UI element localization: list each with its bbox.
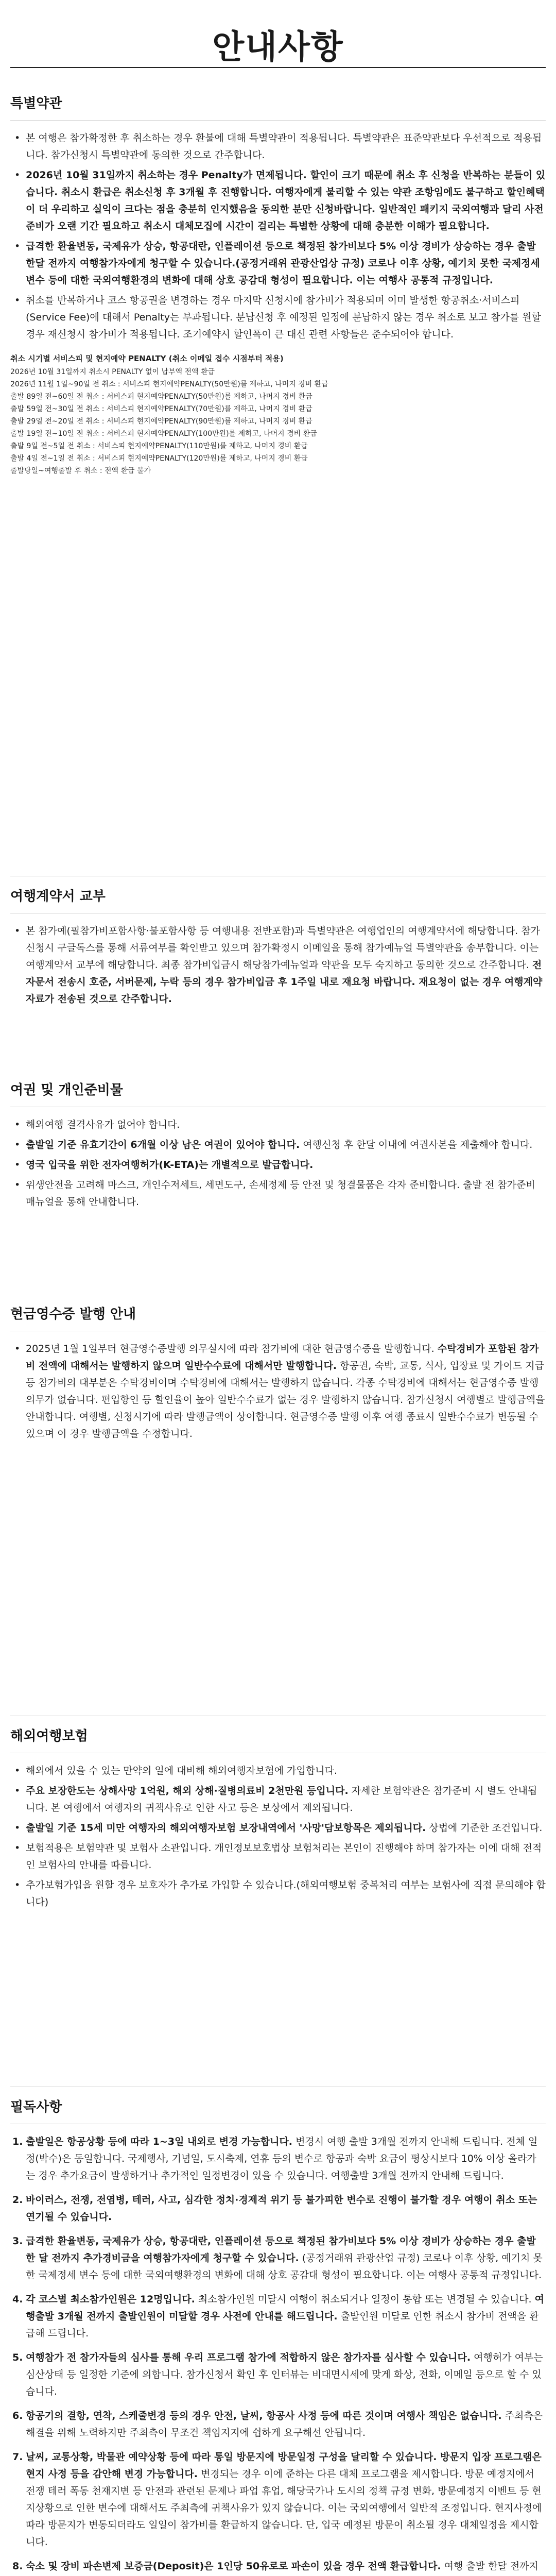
penalty-row: 출발 29일 전~20일 전 취소 : 서비스피 현지예약PENALTY(90만원)를 제하고, 나머지 경비 환급 xyxy=(10,417,312,426)
insurance-list xyxy=(10,1762,546,1911)
must-read-list xyxy=(10,2133,546,2576)
special-terms-list xyxy=(10,130,546,343)
body-text: 위생안전을 고려해 마스크, 개인수저세트, 세면도구, 손세정제 등 안전 및 청결물품은 각자 준비합니다. 출발 전 참가준비 매뉴얼을 통해 안내합니다. xyxy=(26,1179,535,1208)
body-text: 출발인원 미달로 인한 취소시 참가비 전액을 환급해 드립니다. xyxy=(26,2311,539,2339)
emphasis-text: 출발일 기준 15세 미만 여행자의 해외여행자보험 보장내역에서 '사망'담보항목은 제외됩니다. xyxy=(26,1822,426,1834)
body-text: 최소참가인원 미달시 여행이 취소되거나 일정이 통합 또는 변경될 수 있습니다. xyxy=(195,2294,535,2305)
list-item xyxy=(10,2558,546,2576)
emphasis-text: 출발일은 항공상황 등에 따라 1~3일 내외로 변경 가능합니다. xyxy=(26,2136,293,2147)
list-item xyxy=(10,1877,546,1911)
item-number: 3. xyxy=(12,2235,23,2247)
body-text: 해외여행 결격사유가 없어야 합니다. xyxy=(26,1119,180,1130)
page-title: 안내사항 xyxy=(212,28,344,66)
emphasis-text: 여행출발 3개월 전까지 출발인원이 미달할 경우 사전에 안내를 해드립니다. xyxy=(26,2294,544,2322)
section-heading-must-read: 필독사항 xyxy=(10,2099,62,2115)
penalty-row: 출발 9일 전~5일 전 취소 : 서비스피 현지예약PENALTY(110만원)를 제하고, 나머지 경비 환급 xyxy=(10,442,308,450)
body-text: 변경시 여행 출발 3개월 전까지 안내해 드립니다. 전체 일정(박수)은 동일합니다. 국제행사, 기념일, 도시축제, 연휴 등의 변수로 항공과 숙박 요금이 평상시보다 10% 이상 올라가는 경우 추가요금이 발생하거나 추가적인 일정변경이 있을 수 있습니다. 여행출발 3개월 전까지 안내해 드립니다. xyxy=(26,2136,538,2181)
emphasis-text: 각 코스별 최소참가인원은 12명입니다. xyxy=(26,2294,195,2305)
list-item xyxy=(10,1840,546,1874)
list-item xyxy=(10,1783,546,1817)
section-contract xyxy=(10,876,546,1011)
item-number: 4. xyxy=(12,2294,23,2305)
penalty-row: 2026년 11월 1일~90일 전 취소 : 서비스피 현지예약PENALTY(50만원)를 제하고, 나머지 경비 환급 xyxy=(10,380,328,388)
section-heading-passport: 여권 및 개인준비물 xyxy=(10,1082,124,1098)
passport-list xyxy=(10,1116,546,1211)
penalty-row: 출발 19일 전~10일 전 취소 : 서비스피 현지예약PENALTY(100만원)를 제하고, 나머지 경비 환급 xyxy=(10,430,317,438)
body-text: 해외에서 있을 수 있는 만약의 일에 대비해 해외여행자보험에 가입합니다. xyxy=(26,1765,337,1776)
section-passport xyxy=(10,1079,546,1214)
item-number: 1. xyxy=(12,2136,23,2147)
penalty-row: 출발당일~여행출발 후 취소 : 전액 환급 불가 xyxy=(10,467,151,475)
body-text: 자세한 보험약관은 참가준비 시 별도 안내됩니다. 본 여행에서 여행자의 귀책사유로 인한 사고 등은 보상에서 제외됩니다. xyxy=(26,1785,537,1814)
emphasis-text: 여행참가 전 참가자들의 심사를 통해 우리 프로그램 참가에 적합하지 않은 참가자를 심사할 수 있습니다. xyxy=(26,2352,471,2363)
section-heading-insurance: 해외여행보험 xyxy=(10,1728,88,1744)
cash-receipt-list xyxy=(10,1341,546,1443)
list-item xyxy=(10,2133,546,2184)
body-text: 여행신청 후 한달 이내에 여권사본을 제출해야 합니다. xyxy=(300,1139,533,1150)
list-item xyxy=(10,2233,546,2284)
body-text: 2025년 1월 1일부터 현금영수증발행 의무실시에 따라 참가비에 대한 현금영수증을 발행합니다. xyxy=(26,1343,438,1354)
section-heading-contract: 여행계약서 교부 xyxy=(10,889,106,904)
list-item xyxy=(10,130,546,164)
list-item xyxy=(10,1137,546,1154)
list-item xyxy=(10,2349,546,2400)
item-number: 8. xyxy=(12,2561,23,2572)
body-text: 여행 출발 한달 전까지 xyxy=(444,2561,538,2572)
list-item xyxy=(10,1762,546,1780)
section-heading-special-terms: 특별약관 xyxy=(10,96,62,111)
emphasis-text: 급격한 환율변동, 국제유가 상승, 항공대란, 인플레이션 등으로 책정된 참가비보다 5% 이상 경비가 상승하는 경우 출발 한 달 전까지 추가경비금을 여행참가자에게 청구할 수 있습니다. xyxy=(26,2235,536,2264)
item-number: 2. xyxy=(12,2194,23,2206)
emphasis-text: 수탁경비가 포함된 참가비 전액에 대해서는 발행하지 않으며 일반수수료에 대해서만 발행합니다. xyxy=(26,1343,539,1371)
penalty-schedule xyxy=(10,351,546,477)
emphasis-text: 영국 입국을 위한 전자여행허가(K-ETA)는 개별적으로 발급합니다. xyxy=(26,1159,314,1171)
list-item xyxy=(10,167,546,235)
emphasis-text: 2026년 10월 31일까지 취소하는 경우 Penalty가 면제됩니다. 할인이 크기 때문에 취소 후 신청을 반복하는 분들이 있습니다. 취소시 환급은 취소신청 후 3개월 후 진행합니다. 여행자에게 불리할 수 있는 약관 조항임에도 불구하고 할인혜택이 더 우리하고 실익이 크다는 점을 충분히 인지했음을 동의한 분만 신청바랍니다. 일반적인 패키지 국외여행과 달리 사전 준비가 오랜 기간 필요하고 취소시 대체모집에 시간이 걸리는 특별한 상황에 대해 충분한 이해가 필요합니다. xyxy=(26,170,546,232)
item-number: 7. xyxy=(12,2451,23,2463)
item-number: 5. xyxy=(12,2352,23,2363)
list-item xyxy=(10,2449,546,2551)
emphasis-text: 출발일 기준 유효기간이 6개월 이상 남은 여권이 있어야 합니다. xyxy=(26,1139,300,1150)
list-item xyxy=(10,1116,546,1133)
list-item xyxy=(10,2408,546,2442)
body-text: 여행허가 여부는 심산상태 등 일정한 기준에 의합니다. 참가신청서 확인 후 인터뷰는 비대면시세에 맞게 화상, 전화, 이메일 등으로 할 수 있습니다. xyxy=(26,2352,543,2397)
penalty-title: 취소 시기별 서비스피 및 현지예약 PENALTY (취소 이메일 접수 시점부터 적용) xyxy=(10,354,284,363)
section-insurance xyxy=(10,1716,546,1914)
section-heading-cash-receipt: 현금영수증 발행 안내 xyxy=(10,1307,136,1322)
body-text: 항공권, 숙박, 교통, 식사, 입장료 및 가이드 지급 등 참가비의 대부분은 수탁경비이며 수탁경비에 대해서는 발행하지 않습니다. 각종 수탁경비에 대해서는 현금영수증 발행 의무가 없습니다. 편입항인 등 할인율이 높아 일반수수료가 없는 경우 발행하지 않습니다. 참가신청시 여행별로 발행금액을 안내합니다. 여행별, 신청시기에 따라 발행금액이 상이합니다. 현금영수증 발행 이후 여행 종료시 일반수수료가 변동될 수 있으며 이 경우 발행금액을 수정합니다. xyxy=(26,1360,545,1439)
emphasis-text: 숙소 및 장비 파손변제 보증금(Deposit)은 1인당 50유로로 파손이 있을 경우 전액 환급합니다. xyxy=(26,2561,441,2572)
penalty-row: 출발 4일 전~1일 전 취소 : 서비스피 현지예약PENALTY(120만원)를 제하고, 나머지 경비 환급 xyxy=(10,454,308,463)
penalty-row: 출발 59일 전~30일 전 취소 : 서비스피 현지예약PENALTY(70만원)를 제하고, 나머지 경비 환급 xyxy=(10,405,312,413)
penalty-row: 2026년 10월 31일까지 취소시 PENALTY 없이 납부액 전액 환급 xyxy=(10,368,215,376)
list-item xyxy=(10,292,546,343)
body-text: 취소를 반복하거나 코스 항공권을 변경하는 경우 마지막 신청시에 참가비가 적용되며 이미 발생한 항공취소·서비스피(Service Fee)에 대해서 Penalty는 부과됩니다. 분납신청 후 예정된 일정에 분납하지 않는 경우 취소로 보고 참가를 원할 경우 재신청시 참가비가 적용됩니다. 조기예약시 할인폭이 큰 대신 관련 사항들은 준수되어야 합니다. xyxy=(26,295,541,340)
body-text: 본 참가예(필참가비포함사항·불포함사항 등 여행내용 전반포함)과 특별약관은 여행업인의 여행계약서에 해당합니다. 참가신청시 구글독스를 통해 서류여부를 확인받고 있으며 참가확정시 이메일을 통해 참가예뉴얼 특별약관을 송부합니다. 이는 여행계약서 교부에 해당합니다. 최종 참가비입금시 해당참가예뉴얼과 약관을 모두 숙지하고 동의한 것으로 간주합니다. xyxy=(26,925,540,971)
list-item xyxy=(10,923,546,1008)
list-item xyxy=(10,1157,546,1174)
emphasis-text: 날씨, 교통상황, 박물관 예약상황 등에 따라 통일 방문지에 방문일정 구성을 달리할 수 있습니다. 방문지 입장 프로그램은 현지 사정 등을 감안해 변경 가능합니다. xyxy=(26,2451,542,2480)
list-item xyxy=(10,1177,546,1211)
body-text: 주최측은 해결을 위해 노력하지만 주최측이 무조건 책임지지에 쉽하게 요구해선 안됩니다. xyxy=(26,2410,543,2438)
item-number: 6. xyxy=(12,2410,23,2421)
emphasis-text: 주요 보장한도는 상해사망 1억원, 해외 상해·질병의료비 2천만원 등입니다. xyxy=(26,1785,349,1797)
emphasis-text: 급격한 환율변동, 국제유가 상승, 항공대란, 인플레이션 등으로 책정된 참가비보다 5% 이상 경비가 상승하는 경우 출발 한달 전까지 여행참가자에게 청구할 수 있습니다.(공정거래위 관광산업상 규정) 코로나 이후 상황, 예기치 못한 국제정세 변수 등에 대한 국외여행환경의 변화에 대해 상호 공감대 형성이 필요합니다. 이는 여행사 공통적 규정입니다. xyxy=(26,241,540,286)
body-text: 보험적용은 보험약관 및 보험사 소관입니다. 개인정보보호법상 보험처리는 본인이 진행해야 하며 참가자는 이에 대해 전적인 보험사의 안내를 따릅니다. xyxy=(26,1842,542,1871)
penalty-row: 출발 89일 전~60일 전 취소 : 서비스피 현지예약PENALTY(50만원)를 제하고, 나머지 경비 환급 xyxy=(10,393,312,401)
title-divider xyxy=(10,67,546,68)
list-item xyxy=(10,238,546,289)
body-text: 변경되는 경우 이에 준하는 다른 대체 프로그램을 제시합니다. 방문 예정지에서 전쟁 테러 폭동 천재지변 등 안전과 관련된 문제나 파업 휴업, 해당국가나 도시의 정책 규정 변화, 방문예정지 이벤트 등 현지상황으로 인한 변수에 대해서도 주최측에 귀책사유가 있지 않습니다. 이는 국외여행에서 일반적 조정입니다. 현지사정에 따라 방문지가 변동되더라도 일일이 참가비를 환급하지 않습니다. 단, 입국 예정된 방문이 취소될 경우 대체일정을 제시합니다. xyxy=(26,2468,542,2548)
contract-list xyxy=(10,923,546,1008)
emphasis-text: 전자문서 전송시 호준, 서버문제, 누락 등의 경우 참가비입금 후 1주일 내로 재요청 바랍니다. 재요청이 없는 경우 여행계약 자료가 전송된 것으로 간주합니다. xyxy=(26,959,543,1005)
emphasis-text: 항공기의 결항, 연착, 스케줄변경 등의 경우 안전, 날씨, 항공사 사정 등에 따른 것이며 여행사 책임은 없습니다. xyxy=(26,2410,502,2421)
section-cash-receipt xyxy=(10,1303,546,1446)
body-text: 추가보험가입을 원할 경우 보호자가 추가로 가입할 수 있습니다.(해외여행보험 중복처리 여부는 보험사에 직접 문의해야 합니다) xyxy=(26,1879,546,1908)
body-text: 본 여행은 참가확정한 후 취소하는 경우 환불에 대해 특별약관이 적용됩니다. 특별약관은 표준약관보다 우선적으로 적용됩니다. 참가신청시 특별약관에 동의한 것으로 간주합니다. xyxy=(26,132,542,161)
list-item xyxy=(10,2291,546,2342)
section-must-read xyxy=(10,2087,546,2576)
list-item xyxy=(10,2192,546,2226)
section-divider xyxy=(10,120,546,121)
list-item xyxy=(10,1341,546,1443)
emphasis-text: 바이러스, 전쟁, 전염병, 테러, 사고, 심각한 정치·경제적 위기 등 불가피한 변수로 진행이 불가할 경우 여행이 취소 또는 연기될 수 있습니다. xyxy=(26,2194,537,2223)
list-item xyxy=(10,1820,546,1837)
body-text: (공정거래위 관광산업 규정) 코로나 이후 상황, 예기치 못한 국제정세 변수 등에 대한 국외여행환경의 변화에 대해 상호 공감대 형성이 필요합니다. 이는 여행사 공통적 규정입니다. xyxy=(26,2252,543,2281)
section-special-terms xyxy=(10,93,546,477)
body-text: 상법에 기준한 조건입니다. xyxy=(426,1822,543,1834)
